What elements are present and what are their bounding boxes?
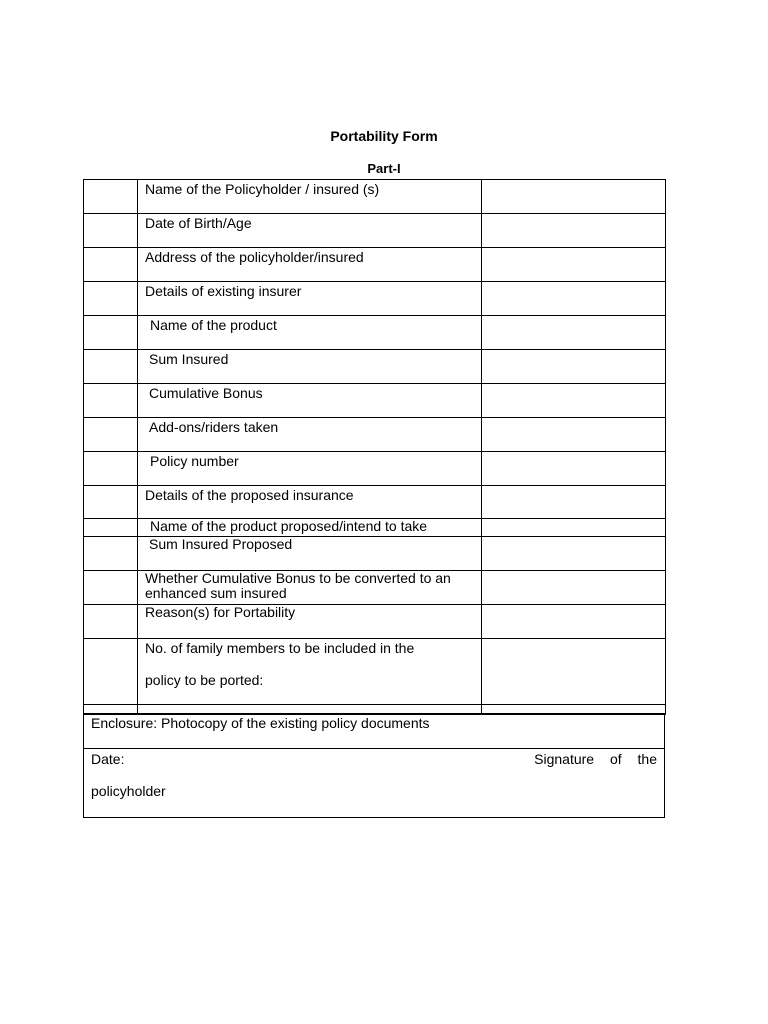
proposed-insurance-label: Details of the proposed insurance bbox=[138, 486, 482, 519]
addons-riders-label: Add-ons/riders taken bbox=[138, 418, 482, 452]
existing-insurer-label: Details of existing insurer bbox=[138, 282, 482, 316]
sum-insured-value-cell[interactable] bbox=[482, 350, 666, 384]
row-number-cell bbox=[84, 519, 138, 537]
date-label: Date: bbox=[91, 751, 125, 767]
table-row bbox=[84, 214, 666, 248]
row-number-cell bbox=[84, 418, 138, 452]
row-number-cell bbox=[84, 214, 138, 248]
enclosure-row bbox=[84, 714, 665, 749]
signature-label: Signature of the bbox=[534, 751, 657, 767]
sum-insured-label: Sum Insured bbox=[138, 350, 482, 384]
address-value-cell[interactable] bbox=[482, 248, 666, 282]
family-members-label-line1: No. of family members to be included in the bbox=[145, 640, 415, 656]
table-row bbox=[84, 384, 666, 418]
policyholder-name-value-cell[interactable] bbox=[482, 180, 666, 214]
addons-riders-value-cell[interactable] bbox=[482, 418, 666, 452]
table-row bbox=[84, 639, 666, 705]
row-number-cell bbox=[84, 639, 138, 705]
table-row bbox=[84, 605, 666, 639]
family-members-label bbox=[138, 639, 482, 705]
row-number-cell bbox=[84, 350, 138, 384]
table-row bbox=[84, 180, 666, 214]
cumulative-bonus-value-cell[interactable] bbox=[482, 384, 666, 418]
signature-label-continued: policyholder bbox=[91, 783, 166, 799]
proposed-insurance-value-cell[interactable] bbox=[482, 486, 666, 519]
table-row bbox=[84, 282, 666, 316]
table-row bbox=[84, 486, 666, 519]
address-label: Address of the policyholder/insured bbox=[138, 248, 482, 282]
row-number-cell bbox=[84, 180, 138, 214]
row-number-cell bbox=[84, 282, 138, 316]
date-signature-line bbox=[91, 751, 657, 767]
row-number-cell bbox=[84, 316, 138, 350]
signature-row bbox=[84, 749, 665, 818]
policy-number-label: Policy number bbox=[138, 452, 482, 486]
part-heading: Part-I bbox=[367, 161, 401, 176]
portability-reason-value-cell[interactable] bbox=[482, 605, 666, 639]
policyholder-name-label: Name of the Policyholder / insured (s) bbox=[138, 180, 482, 214]
table-row bbox=[84, 519, 666, 537]
form-title: Portability Form bbox=[330, 128, 438, 144]
policy-number-value-cell[interactable] bbox=[482, 452, 666, 486]
existing-insurer-value-cell[interactable] bbox=[482, 282, 666, 316]
row-number-cell bbox=[84, 537, 138, 571]
row-number-cell bbox=[84, 452, 138, 486]
table-row bbox=[84, 316, 666, 350]
table-row bbox=[84, 537, 666, 571]
row-number-cell bbox=[84, 486, 138, 519]
portability-reason-label: Reason(s) for Portability bbox=[138, 605, 482, 639]
family-members-value-cell[interactable] bbox=[482, 639, 666, 705]
table-row bbox=[84, 418, 666, 452]
family-members-label-line2: policy to be ported: bbox=[145, 672, 264, 688]
product-proposed-value-cell[interactable] bbox=[482, 519, 666, 537]
row-number-cell bbox=[84, 605, 138, 639]
table-row bbox=[84, 571, 666, 605]
cumulative-bonus-label: Cumulative Bonus bbox=[138, 384, 482, 418]
table-row bbox=[84, 248, 666, 282]
dob-age-label: Date of Birth/Age bbox=[138, 214, 482, 248]
bonus-conversion-label: Whether Cumulative Bonus to be converted to an enhanced sum insured bbox=[138, 571, 482, 605]
product-name-label: Name of the product bbox=[138, 316, 482, 350]
sum-insured-proposed-label: Sum Insured Proposed bbox=[138, 537, 482, 571]
table-row bbox=[84, 452, 666, 486]
enclosure-note: Enclosure: Photocopy of the existing policy documents bbox=[84, 714, 665, 749]
date-signature-cell[interactable] bbox=[84, 749, 665, 818]
table-row bbox=[84, 350, 666, 384]
portability-details-table bbox=[83, 179, 666, 715]
product-proposed-label: Name of the product proposed/intend to take bbox=[138, 519, 482, 537]
dob-age-value-cell[interactable] bbox=[482, 214, 666, 248]
footer-table bbox=[83, 713, 665, 818]
product-name-value-cell[interactable] bbox=[482, 316, 666, 350]
sum-insured-proposed-value-cell[interactable] bbox=[482, 537, 666, 571]
row-number-cell bbox=[84, 384, 138, 418]
row-number-cell bbox=[84, 248, 138, 282]
bonus-conversion-value-cell[interactable] bbox=[482, 571, 666, 605]
row-number-cell bbox=[84, 571, 138, 605]
